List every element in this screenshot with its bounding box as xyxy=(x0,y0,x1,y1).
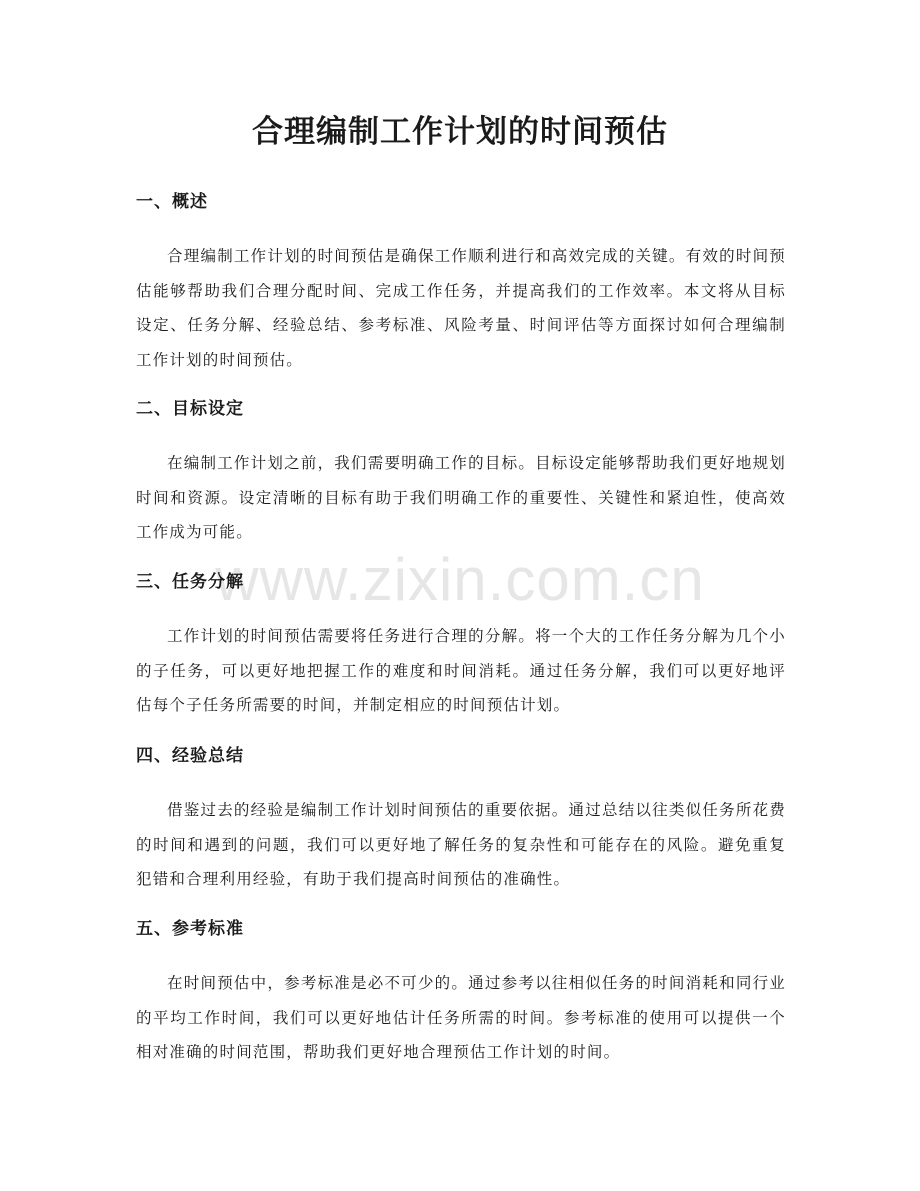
section-overview xyxy=(136,190,786,377)
section-paragraph: 借鉴过去的经验是编制工作计划时间预估的重要依据。通过总结以往类似任务所花费的时间和遇到的问题，我们可以更好地了解任务的复杂性和可能存在的风险。避免重复犯错和合理利用经验，有助于我们提高时间预估的准确性。 xyxy=(136,801,786,888)
section-heading: 三、任务分解 xyxy=(136,572,244,592)
section-goal-setting xyxy=(136,397,786,550)
document-title: 合理编制工作计划的时间预估 xyxy=(252,114,668,150)
section-paragraph: 合理编制工作计划的时间预估是确保工作顺利进行和高效完成的关键。有效的时间预估能够帮助我们合理分配时间、完成工作任务，并提高我们的工作效率。本文将从目标设定、任务分解、经验总结、参考标准、风险考量、时间评估等方面探讨如何合理编制工作计划的时间预估。 xyxy=(136,247,786,369)
section-experience-summary xyxy=(136,744,786,897)
section-paragraph: 工作计划的时间预估需要将任务进行合理的分解。将一个大的工作任务分解为几个小的子任务，可以更好地把握工作的难度和时间消耗。通过任务分解，我们可以更好地评估每个子任务所需要的时间，并制定相应的时间预估计划。 xyxy=(136,627,786,714)
section-heading: 四、经验总结 xyxy=(136,746,244,766)
section-heading: 二、目标设定 xyxy=(136,399,244,419)
section-heading: 一、概述 xyxy=(136,192,208,212)
section-heading: 五、参考标准 xyxy=(136,919,244,939)
section-paragraph: 在编制工作计划之前，我们需要明确工作的目标。目标设定能够帮助我们更好地规划时间和资源。设定清晰的目标有助于我们明确工作的重要性、关键性和紧迫性，使高效工作成为可能。 xyxy=(136,454,786,541)
section-reference-standards xyxy=(136,917,786,1070)
section-paragraph: 在时间预估中，参考标准是必不可少的。通过参考以往相似任务的时间消耗和同行业的平均工作时间，我们可以更好地估计任务所需的时间。参考标准的使用可以提供一个相对准确的时间范围，帮助我们更好地合理预估工作计划的时间。 xyxy=(136,974,786,1061)
section-task-breakdown xyxy=(136,570,786,723)
watermark: www.zixin.com.cn xyxy=(215,546,705,613)
